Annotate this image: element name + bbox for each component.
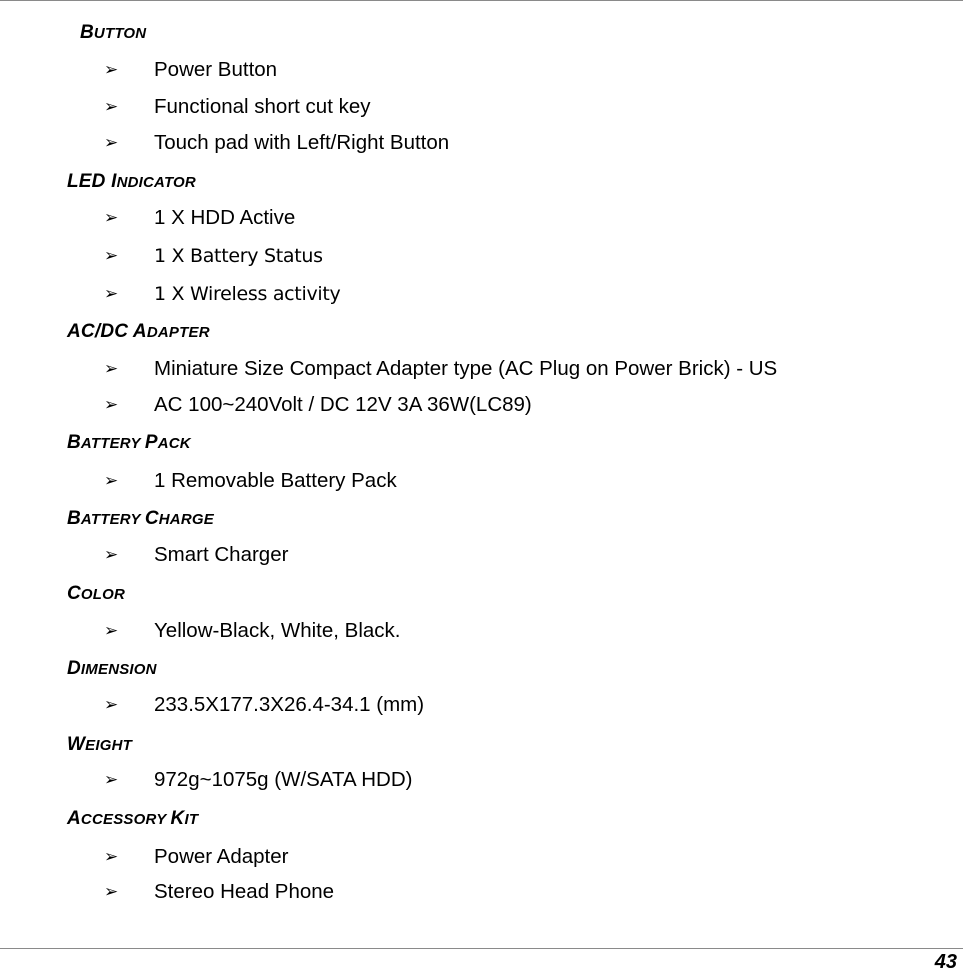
arrow-bullet-icon: ➢ [104,545,119,564]
heading-dimension: DIMENSION [67,658,157,679]
arrow-bullet-icon: ➢ [104,395,119,414]
page-number: 43 [934,951,957,973]
arrow-bullet-icon: ➢ [104,284,119,303]
arrow-bullet-icon: ➢ [104,882,119,901]
heading-weight: WEIGHT [67,734,132,755]
heading-battery-charge: BATTERY CHARGE [67,508,214,529]
heading-button: BUTTON [80,22,147,43]
heading-led-indicator: LED INDICATOR [67,171,196,192]
arrow-bullet-icon: ➢ [104,359,119,378]
arrow-bullet-icon: ➢ [104,695,119,714]
arrow-bullet-icon: ➢ [104,246,119,265]
heading-battery-pack: BATTERY PACK [67,432,191,453]
arrow-bullet-icon: ➢ [104,97,119,116]
arrow-bullet-icon: ➢ [104,60,119,79]
heading-color: COLOR [67,583,126,604]
arrow-bullet-icon: ➢ [104,208,119,227]
bottom-rule [0,948,963,949]
top-rule [0,0,963,1]
heading-accessory-kit: ACCESSORY KIT [67,808,199,829]
arrow-bullet-icon: ➢ [104,471,119,490]
arrow-bullet-icon: ➢ [104,770,119,789]
arrow-bullet-icon: ➢ [104,621,119,640]
arrow-bullet-icon: ➢ [104,133,119,152]
arrow-bullet-icon: ➢ [104,847,119,866]
heading-ac-dc-adapter: AC/DC ADAPTER [67,321,210,342]
